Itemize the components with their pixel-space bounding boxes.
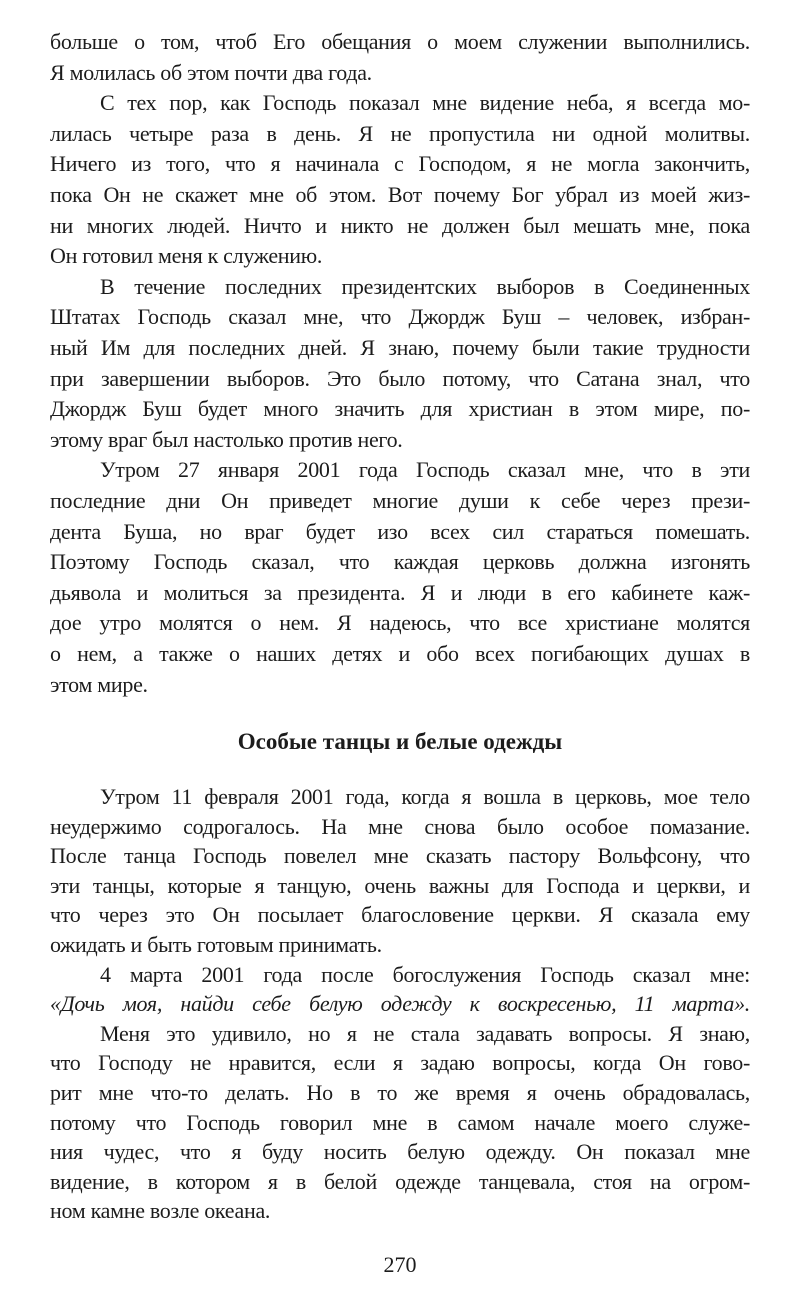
text-line: последние дни Он приведет многие души к себе через прези- [50,488,750,513]
section-heading: Особые танцы и белые одежды [237,729,563,754]
paragraph-first-line: Утром 11 февраля 2001 года, когда я вошла в церковь, мое тело [100,784,750,809]
text-line: Я молилась об этом почти два года. [50,60,372,85]
text-line: видение, в котором я в белой одежде танцевала, стоя на огром- [50,1169,750,1194]
text-line: потому что Господь говорил мне в самом начале моего служе- [50,1110,750,1135]
text-line: что Господу не нравится, если я задаю вопросы, когда Он гово- [50,1050,750,1075]
paragraph-first-line: С тех пор, как Господь показал мне видение неба, я всегда мо- [100,90,750,115]
text-line: Джордж Буш будет много значить для христиан в этом мире, по- [50,396,750,421]
text-line: пока Он не скажет мне об этом. Вот почему Бог убрал из моей жиз- [50,182,750,207]
text-line: ожидать и быть готовым принимать. [50,932,382,957]
text-line: дента Буша, но враг будет изо всех сил стараться помешать. [50,519,750,544]
text-line: ния чудес, что я буду носить белую одежду. Он показал мне [50,1139,750,1164]
text-line: Он готовил меня к служению. [50,243,323,268]
text-line: Поэтому Господь сказал, что каждая церковь должна изгонять [50,549,750,574]
text-line: этому враг был настолько против него. [50,427,403,452]
text-line: неудержимо содрогалось. На мне снова было особое помазание. [50,814,750,839]
page-number: 270 [383,1252,417,1277]
paragraph-first-line: Утром 27 января 2001 года Господь сказал мне, что в эти [100,457,750,482]
text-line: После танца Господь повелел мне сказать пастору Вольфсону, что [50,843,750,868]
text-line: при завершении выборов. Это было потому, что Сатана знал, что [50,366,750,391]
text-line: этом мире. [50,672,148,697]
text-line: что через это Он посылает благословение церкви. Я сказала ему [50,902,750,927]
text-line: Штатах Господь сказал мне, что Джордж Буш – человек, избран- [50,304,750,329]
text-line: дое утро молятся о нем. Я надеюсь, что все христиане молятся [50,610,750,635]
paragraph-first-line: В течение последних президентских выборов в Соединенных [100,274,750,299]
text-line: ном камне возле океана. [50,1198,271,1223]
paragraph-first-line: Меня это удивило, но я не стала задавать вопросы. Я знаю, [100,1021,750,1046]
text-line: рит мне что-то делать. Но в то же время я очень обрадовалась, [50,1080,750,1105]
text-line: эти танцы, которые я танцую, очень важны для Господа и церкви, и [50,873,750,898]
text-line: о нем, а также о наших детях и обо всех погибающих душах в [50,641,750,666]
text-line: лилась четыре раза в день. Я не пропустила ни одной молитвы. [50,121,750,146]
text-line: дьявола и молиться за президента. Я и люди в его кабинете каж- [50,580,750,605]
text-line: ный Им для последних дней. Я знаю, почему были такие трудности [50,335,750,360]
text-line: Ничего из того, что я начинала с Господом, я не могла закончить, [50,151,750,176]
text-line: больше о том, чтоб Его обещания о моем служении выполнились. [50,29,750,54]
paragraph-first-line: 4 марта 2001 года после богослужения Господь сказал мне: [100,962,750,987]
quoted-speech-line: «Дочь моя, найди себе белую одежду к воскресенью, 11 марта». [50,991,750,1016]
text-line: ни многих людей. Ничто и никто не должен был мешать мне, пока [50,213,750,238]
